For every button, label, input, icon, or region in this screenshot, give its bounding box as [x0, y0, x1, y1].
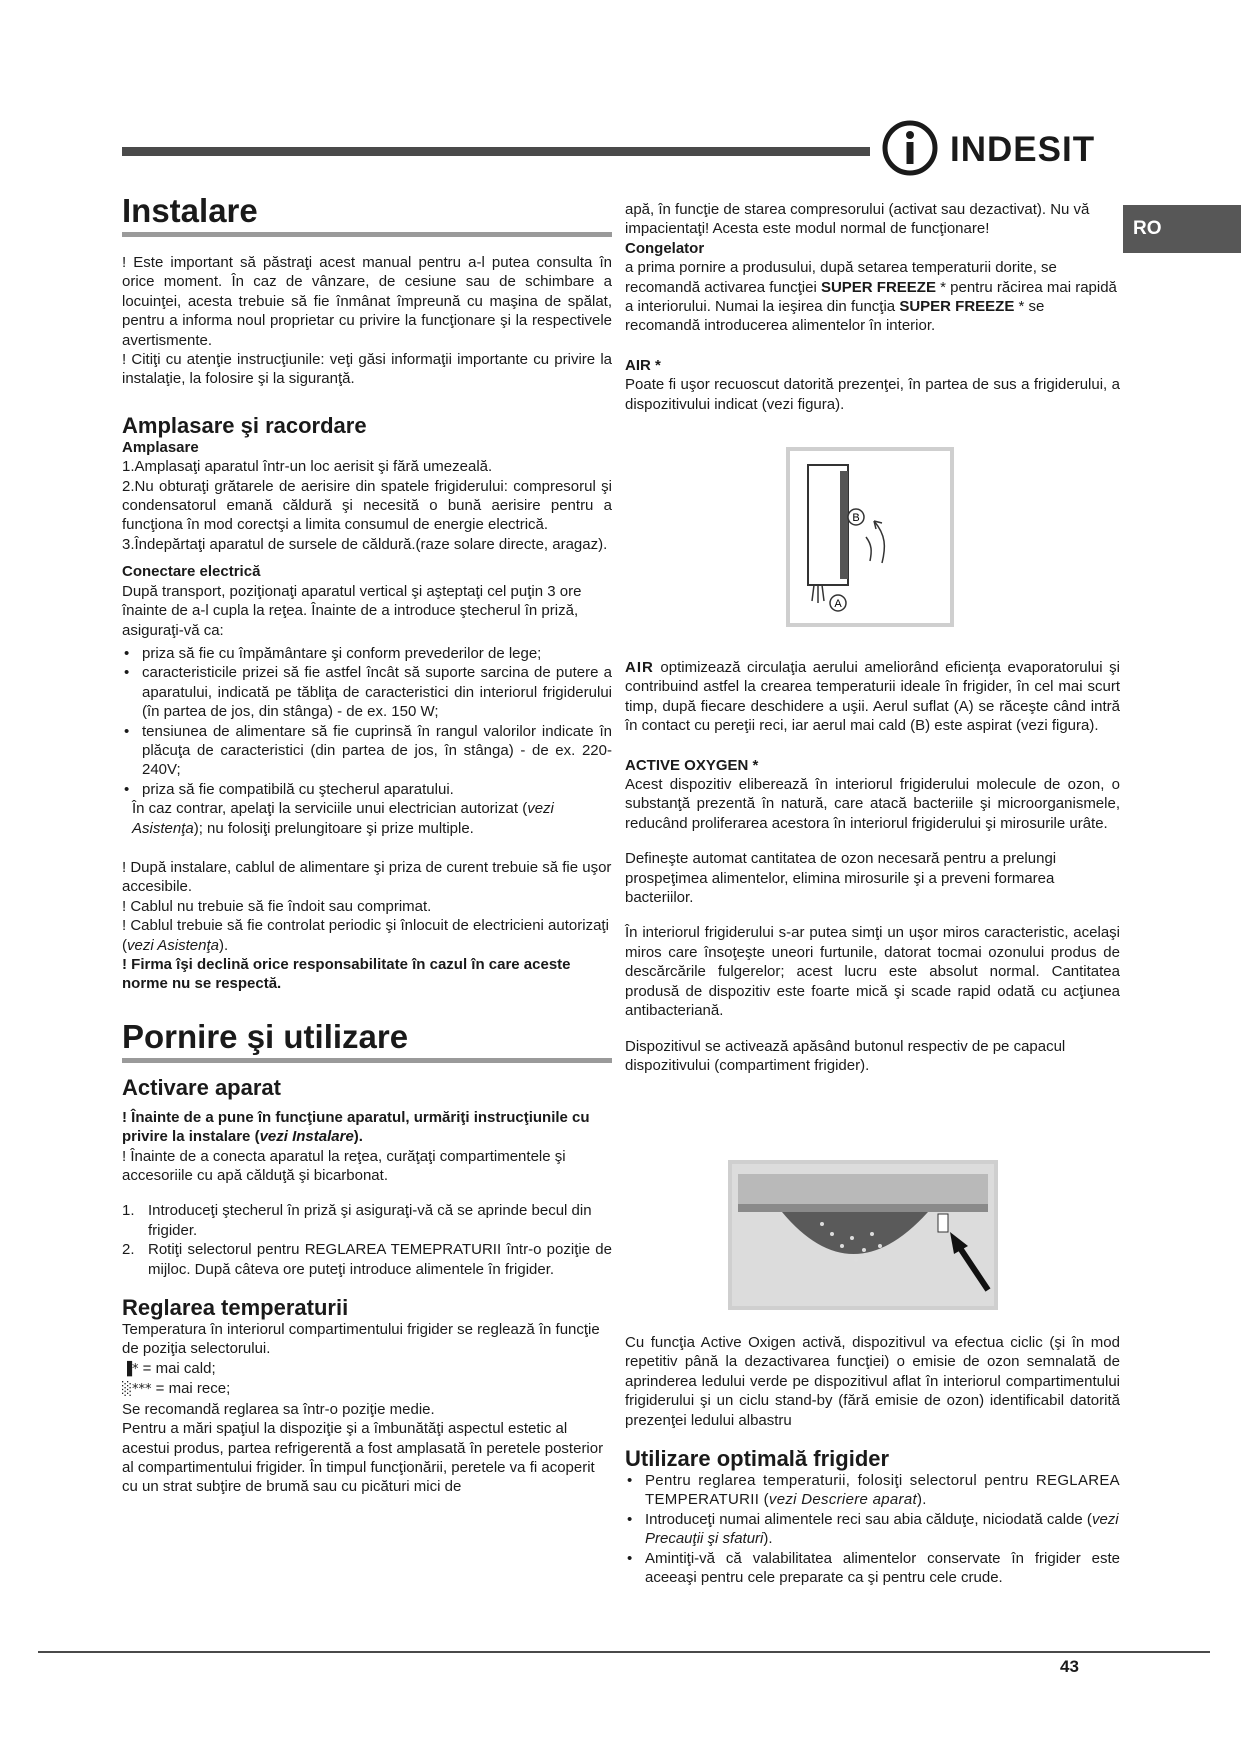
list-item: • Amintiţi-vă că valabilitatea alimentelor conservate în frigider este aceeaşi pentru cele preparate ca şi pentru cele crude.	[625, 1549, 1120, 1588]
heading-congelator: Congelator	[625, 239, 705, 257]
header-rule	[122, 147, 870, 156]
fig-label-b: B	[852, 512, 860, 524]
thermometer-warm-icon: ▐*	[122, 1361, 139, 1377]
right-column-bottom	[625, 1333, 1120, 1587]
air-text: Poate fi uşor recuoscut datorită prezenţei, în partea de sus a frigiderului, a dispozitivului indicat (vezi figura).	[625, 376, 1120, 413]
reglare-p2: Se recomandă reglarea sa într-o poziţie medie.	[122, 1400, 435, 1418]
active-oxygen-p3: În interiorul frigiderului s-ar putea simţi un uşor miros caracteristic, acelaşi miros care însoţeşte uneori furtunile, datorat tocmai ozonului produs de descărcările fulgerelor; acest lucru este absolut normal. Cantitatea produsă de dispozitiv este foarte mică şi scade rapid odată cu acţiunea antibacteriană.	[625, 924, 1120, 1020]
amplasare-step-2: 2.Nu obturaţi grătarele de aerisire din spatele frigiderului: compresorul şi condensatorul emană căldură şi necesită o bună aerisire pentru a funcţiona în mod corectşi a limita consumul de energie electrică.	[122, 477, 612, 534]
symbol-warm: ▐* = mai cald;	[122, 1359, 216, 1377]
list-item: • caracteristicile prizei să fie astfel încât să suporte sarcina de putere a aparatului, indicată pe tăbliţa de caracteristici din interiorul frigiderului (în partea de jos, din stânga) - de ex. 150 W;	[122, 663, 612, 721]
heading-utilizare-optimala: Utilizare optimală frigider	[625, 1446, 890, 1472]
activare-steps	[122, 1201, 612, 1279]
heading-reglare: Reglarea temperaturii	[122, 1295, 349, 1321]
fig-label-a: A	[834, 598, 842, 610]
active-oxygen-p5: Cu funcţia Active Oxigen activă, dispozitivul va efectua ciclic (şi în mod repetitiv până la dezactivarea funcţiei) o emisie de ozon semnalată de aprinderea ledului verde pe dispozitivul aflat în interiorul compartimentului frigiderului şi un ciclu stand-by (fără emisie de ozon) identificabil datorită prezenţei ledului albastru	[625, 1334, 1120, 1429]
reglare-p1: Temperatura în interiorul compartimentului frigider se reglează în funcţie de poziţia selectorului.	[122, 1321, 600, 1358]
conectare-list	[122, 644, 612, 799]
reglare-p3: Pentru a mări spaţiul la dispoziţie şi a îmbunătăţi aspectul estetic al acestui produs, partea refrigerentă a fost amplasată în peretele posterior al compartimentului frigider. În timpul funcţionării, peretele va fi acoperit cu un strat subţire de brumă sau cu picături mici de	[122, 1420, 604, 1496]
amplasare-step-1: 1.Amplasaţi aparatul într-un loc aerisit şi fără umezeală.	[122, 458, 493, 476]
section-title-pornire: Pornire şi utilizare	[122, 1017, 409, 1055]
list-item: • priza să fie cu împământare şi conform prevederilor de lege;	[122, 644, 612, 663]
congelator-text: a prima pornire a produsului, după setarea temperaturii dorite, se recomandă activarea funcţiei SUPER FREEZE * pentru răcirea mai rapidă a interiorului. Numai la ieşirea din funcţia SUPER FREEZE * se recomandă introducerea alimentelor în interior.	[625, 259, 1117, 335]
heading-amplasare-racordare: Amplasare şi racordare	[122, 412, 367, 438]
symbol-cold: ░*** = mai rece;	[122, 1380, 231, 1398]
left-column	[122, 192, 612, 1497]
list-item: 1. Introduceţi ştecherul în priză şi asiguraţi-vă că se aprinde becul din frigider.	[122, 1202, 592, 1239]
amplasare-step-3: 3.Îndepărtaţi aparatul de sursele de căldură.(raze solare directe, aragaz).	[122, 535, 608, 553]
list-item: • Introduceţi numai alimentele reci sau abia călduţe, niciodată calde (vezi Precauţii şi sfaturi).	[625, 1510, 1120, 1549]
right-column-middle	[625, 658, 1120, 1075]
active-oxygen-p2: Defineşte automat cantitatea de ozon necesară pentru a prelungi prospeţimea alimentelor, elimina mirosurile şi a preveni formarea bacteriilor.	[625, 850, 1057, 907]
instalare-p1: ! Este important să păstraţi acest manual pentru a-l putea consulta în orice moment. În caz de vânzare, de cesiune sau de schimbare a locuinţei, acesta trebuie să fie înmânat împreună cu maşina de spălat, pentru a informa noul proprietar cu privire la funcţionare şi la respectivele avertismente.	[122, 254, 612, 349]
language-tab: RO	[1123, 205, 1241, 253]
subheading-amplasare: Amplasare	[122, 438, 199, 456]
active-oxygen-p1: Acest dispozitiv eliberează în interiorul frigiderului molecule de ozon, o substanţă prezentă în natură, care atacă bacteriile şi microorganismele, reducând proliferarea acestora în interiorul frigiderului şi mirosurile urâte.	[625, 776, 1120, 832]
section-title-instalare: Instalare	[122, 192, 258, 229]
list-item: 2. Rotiţi selectorul pentru REGLAREA TEMEPRATURII într-o poziţie de mijloc. După câteva ore puteţi introduce alimentele în frigider.	[122, 1241, 612, 1278]
air-device-figure	[786, 447, 954, 627]
right-column-top	[625, 200, 1120, 414]
active-oxygen-figure	[728, 1160, 998, 1310]
brand-logo	[880, 118, 1105, 178]
activare-warning: ! Înainte de a pune în funcţiune aparatul, urmăriţi instrucţiunile cu privire la instalare (vezi Instalare).	[122, 1108, 590, 1146]
thermometer-cold-icon: ░***	[122, 1382, 152, 1398]
conectare-intro: După transport, poziţionaţi aparatul vertical şi aşteptaţi cel puţin 3 ore înainte de a-l cupla la reţea. Înainte de a introduce ştecherul în priză, asiguraţi-vă ca:	[122, 582, 582, 639]
warning-4: ! Firma îşi declină orice responsabilitate în cazul în care aceste norme nu se respectă.	[122, 956, 571, 993]
activare-p2: ! Înainte de a conecta aparatul la reţea, curăţaţi compartimentele şi accesoriile cu apă călduţă şi bicarbonat.	[122, 1147, 566, 1185]
warning-2: ! Cablul nu trebuie să fie îndoit sau comprimat.	[122, 897, 432, 915]
subheading-conectare: Conectare electrică	[122, 563, 261, 581]
indesit-logo-icon	[880, 118, 942, 178]
warning-3: ! Cablul trebuie să fie controlat periodic şi înlocuit de electricieni autorizaţi (vezi Asistenţa).	[122, 917, 609, 954]
page-number: 43	[1060, 1657, 1079, 1676]
list-item: • Pentru reglarea temperaturii, folosiţi selectorul pentru REGLAREA TEMPERATURII (vezi Descriere aparat).	[625, 1471, 1120, 1510]
air-description: AIR optimizează circulaţia aerului ameliorând eficienţa evaporatorului şi contribuind astfel la crearea temperaturii ideale în frigider, în cel mai scurt timp, după fiecare deschidere a uşii. Aerul suflat (A) se răceşte când intră în contact cu pereţii reci, iar aerul mai cald (B) este aspirat (vezi figura).	[625, 659, 1120, 735]
warning-1: ! După instalare, cablul de alimentare şi priza de curent trebuie să fie uşor accesibile.	[122, 858, 612, 896]
list-item: • tensiunea de alimentare să fie cuprinsă în rangul valorilor indicate în plăcuţa de caracteristici (din partea de jos, în stânga) - de ex. 220-240V;	[122, 722, 612, 780]
optimal-use-list	[625, 1471, 1120, 1587]
footer-rule	[38, 1651, 1210, 1653]
continued-text: apă, în funcţie de starea compresorului (activat sau dezactivat). Nu vă impacientaţi! Acesta este modul normal de funcţionare!	[625, 201, 1090, 238]
heading-air: AIR *	[625, 356, 661, 374]
active-oxygen-p4: Dispozitivul se activează apăsând butonul respectiv de pe capacul dispozitivului (compartiment frigider).	[625, 1037, 1066, 1074]
list-item: • priza să fie compatibilă cu ştecherul aparatului.	[122, 780, 612, 799]
contrar-text: În caz contrar, apelaţi la serviciile unui electrician autorizat (vezi Asistenţa); nu folosiţi prelungitoare şi prize multiple.	[132, 800, 554, 837]
heading-activare: Activare aparat	[122, 1074, 281, 1100]
instalare-p2: ! Citiţi cu atenţie instrucţiunile: veţi găsi informaţii importante cu privire la instalaţie, la folosire şi la siguranţă.	[122, 351, 612, 388]
brand-name: INDESIT	[950, 130, 1096, 169]
heading-active-oxygen: ACTIVE OXYGEN *	[625, 756, 759, 774]
